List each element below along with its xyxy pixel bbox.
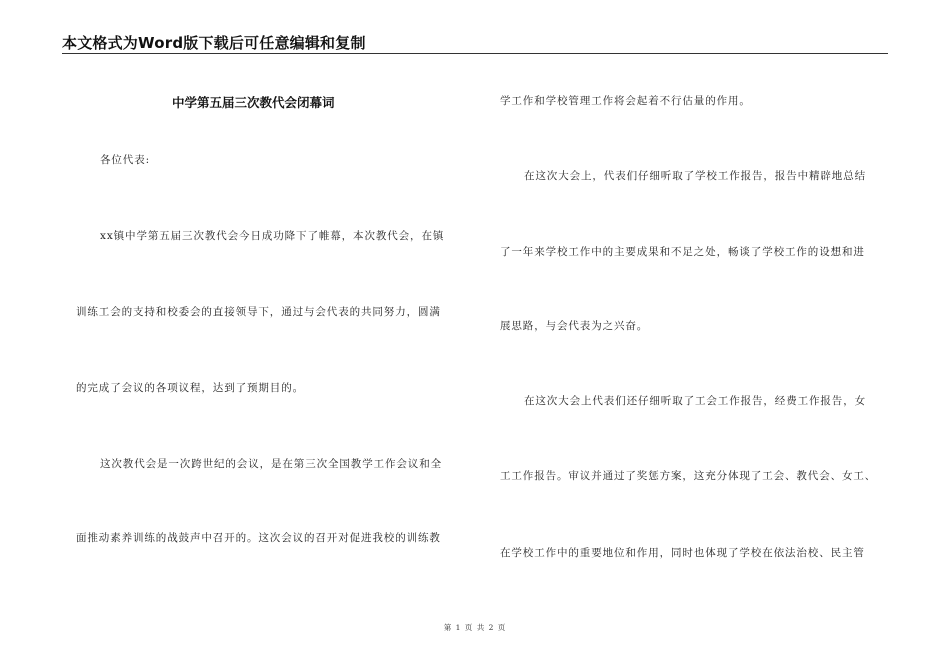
document-banner: 本文格式为Word版下载后可任意编辑和复制 [62, 34, 366, 52]
paragraph-line: 的完成了会议的各项议程，达到了预期目的。 [76, 382, 304, 394]
paragraph-line: xx镇中学第五届三次教代会今日成功降下了帷幕，本次教代会，在镇 [100, 230, 445, 242]
paragraph-line: 工工作报告。审议并通过了奖惩方案，这充分体现了工会、教代会、女工、 [500, 470, 877, 482]
paragraph-line: 在这次大会上代表们还仔细听取了工会工作报告，经费工作报告，女 [524, 395, 866, 407]
document-title: 中学第五届三次教代会闭幕词 [172, 95, 335, 110]
paragraph-line: 学工作和学校管理工作将会起着不行估量的作用。 [500, 95, 751, 107]
paragraph-line: 这次教代会是一次跨世纪的会议，是在第三次全国教学工作会议和全 [100, 458, 442, 470]
paragraph-line: 展思路，与会代表为之兴奋。 [500, 320, 649, 332]
page-number: 第 1 页 共 2 页 [443, 623, 507, 632]
paragraph-line: 在学校工作中的重要地位和作用，同时也体现了学校在依法治校、民主管 [500, 547, 865, 559]
paragraph-line: 训练工会的支持和校委会的直接领导下，通过与会代表的共同努力，圆满 [76, 306, 441, 318]
paragraph-line: 了一年来学校工作中的主要成果和不足之处，畅谈了学校工作的设想和进 [500, 246, 865, 258]
banner-divider [62, 53, 888, 54]
salutation: 各位代表: [100, 154, 151, 166]
paragraph-line: 面推动素养训练的战鼓声中召开的。这次会议的召开对促进我校的训练教 [76, 532, 441, 544]
paragraph-line: 在这次大会上，代表们仔细听取了学校工作报告，报告中精辟地总结 [524, 170, 866, 182]
